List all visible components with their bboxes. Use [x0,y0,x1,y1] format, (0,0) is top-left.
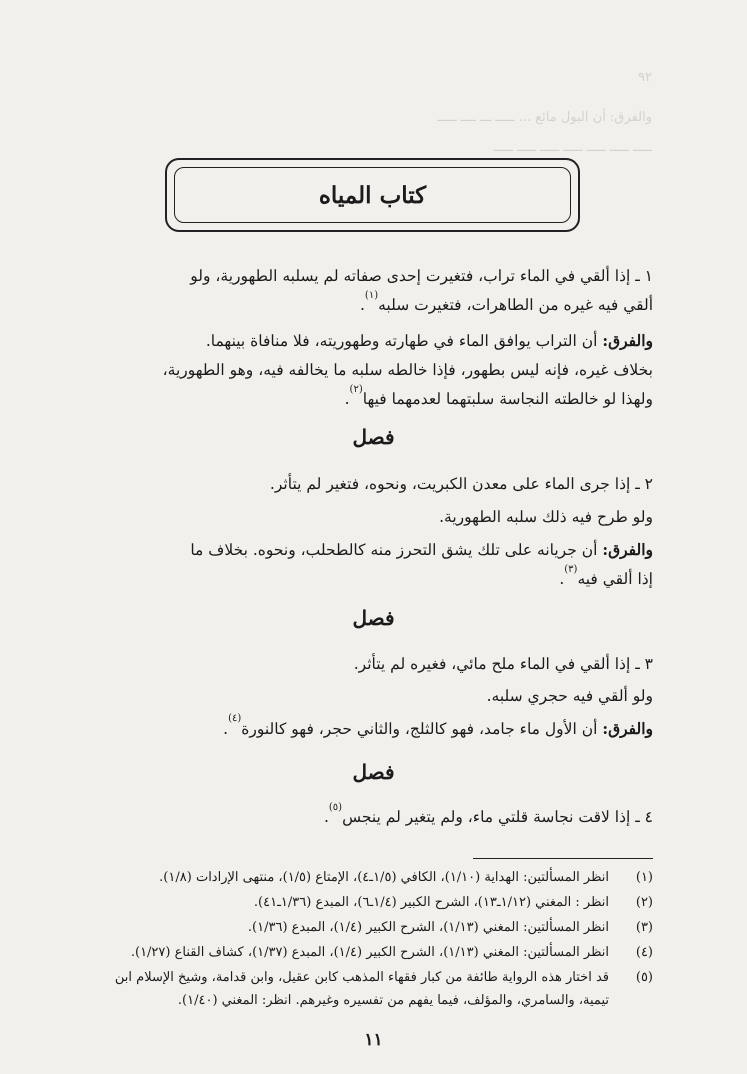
footnote-number [609,990,653,1012]
issue-4-line-1: ٤ ـ إذا لاقت نجاسة قلتي ماء، ولم يتغير لم ينجس$^{(٥)}$. [323,802,653,826]
footnote-text: انظر : المغني (١/١٢ـ١٣)، الشرح الكبير (١/٤ـ٦)، المبدع (١/٣٦ـ٤١). [253,895,609,910]
chapter-title: كتاب المياه [318,181,427,209]
page-number: ١١ [364,1030,383,1050]
footnote-3 [100,917,653,939]
bleed-through: والفرق: أن البول مائع ... ـــــ ـــ ــــ ـــــ [437,110,652,125]
section-heading-1: فصل [352,425,395,449]
difference-label: والفرق: [602,719,653,738]
issue-2-difference [97,535,653,594]
footnote-separator [473,858,653,859]
footnote-number: (٥) [635,970,653,985]
bleed-through: ٩٢ [638,70,652,85]
issue-2-line-2: ولو طرح فيه ذلك سلبه الطهورية. [439,508,653,526]
issue-1-line-2: ألقي فيه غيره من الطاهرات، فتغيرت سلبه$^{(١)}$. [359,290,653,314]
footnote-number: (٤) [635,945,653,960]
difference-label: والفرق: [602,540,653,559]
footnote-4 [100,942,653,964]
footnote-ref-4: (٤) [228,713,242,724]
footnote-number: (٣) [635,920,653,935]
issue-3-line-1: ٣ ـ إذا ألقي في الماء ملح مائي، فغيره لم يتأثر. [353,655,653,673]
footnote-text: تيمية، والسامري، والمؤلف، فيما يفهم من تفسيره وغيرهم. انظر: المغني (١/٤٠). [177,993,609,1008]
difference-3-line-1: والفرق: أن الأول ماء جامد، فهو كالثلج، والثاني حجر، فهو كالنورة$^{(٤)}$. [223,713,653,738]
footnote-ref-1: (١) [364,290,379,301]
section-heading-3: فصل [352,760,395,784]
footnote-ref-5: (٥) [328,802,343,813]
footnote-text: قد اختار هذه الرواية طائفة من كبار فقهاء المذهب كابن عقيل، وابن قدامة، وشيخ الإسلام ابن [114,970,609,985]
footnote-5-continued [100,990,653,1012]
issue-3-line-2: ولو ألقي فيه حجري سلبه. [486,687,653,705]
footnote-number: (١) [635,870,653,885]
difference-2-line-2: إذا ألقي فيه$^{(٣)}$. [559,564,653,588]
issue-1 [97,262,653,320]
issue-1-difference [97,326,653,414]
footnote-text: انظر المسألتين: المغني (١/١٣)، الشرح الكبير (١/٤)، المبدع (١/٣٦). [247,920,609,935]
difference-1-line-2: بخلاف غيره، فإنه ليس بطهور، فإذا خالطه سلبه ما يخالفه فيه، وهو الطهورية، [162,361,653,379]
difference-1-line-1: والفرق: أن التراب يوافق الماء في طهارته وطهوريته، فلا منافاة بينهما. [205,331,653,350]
footnote-text: انظر المسألتين: الهداية (١/١٠)، الكافي (١/٥ـ٤)، الإمتاع (١/٥)، منتهى الإرادات (١/٨). [159,870,609,885]
footnote-2 [100,892,653,914]
footnote-number: (٢) [635,895,653,910]
issue-4 [97,803,653,832]
issue-1-line-1: ١ ـ إذا ألقي في الماء تراب، فتغيرت إحدى صفاته لم يسلبه الطهورية، ولو [190,267,653,285]
issue-2 [97,470,653,532]
footnote-text: انظر المسألتين: المغني (١/١٣)، الشرح الكبير (١/٤)، المبدع (١/٣٧)، كشاف القناع (١/٢٧). [130,945,609,960]
bleed-through: ـــــ ـــــ ـــــ ـــــ ـــــ ـــــ ـــــ [493,140,652,155]
issue-3 [97,650,653,711]
section-heading-2: فصل [352,606,395,630]
difference-label: والفرق: [602,331,653,350]
difference-1-line-3: ولهذا لو خالطته النجاسة سلبتهما لعدمهما فيها$^{(٢)}$. [344,384,653,408]
issue-3-difference [97,714,653,744]
chapter-title-frame [165,158,580,232]
footnote-ref-2: (٢) [349,384,363,395]
issue-2-line-1: ٢ ـ إذا جرى الماء على معدن الكبريت، ونحوه، فتغير لم يتأثر. [269,475,653,493]
footnote-ref-3: (٣) [564,564,578,575]
footnote-5 [100,967,653,989]
footnote-1 [100,867,653,889]
difference-2-line-1: والفرق: أن جريانه على تلك يشق التحرز منه كالطحلب، ونحوه. بخلاف ما [190,540,653,559]
